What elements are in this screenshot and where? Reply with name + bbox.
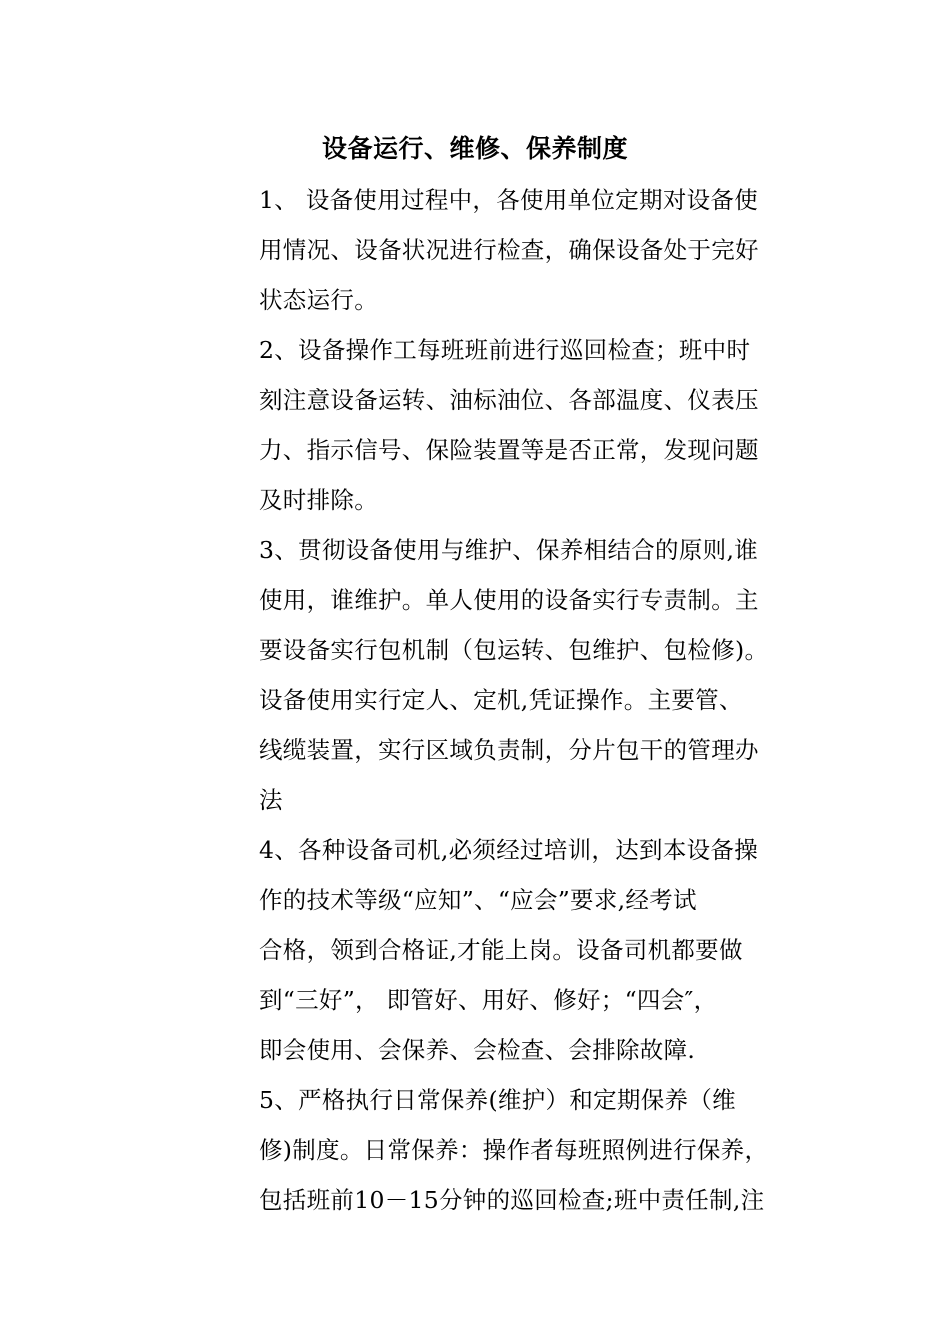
body-line: 设备使用实行定人、定机,凭证操作。主要管、 — [259, 686, 743, 714]
document-title: 设备运行、维修、保养制度 — [322, 134, 629, 163]
body-line: 作的技术等级“应知”、“应会”要求,经考试 — [259, 886, 697, 914]
body-line: 力、指示信号、保险装置等是否正常，发现问题 — [259, 436, 759, 464]
body-line: 修)制度。日常保养：操作者每班照例进行保养， — [259, 1136, 769, 1164]
body-line: 3、贯彻设备使用与维护、保养相结合的原则,谁 — [259, 536, 759, 564]
body-line: 包括班前10－15分钟的巡回检查;班中责任制,注 — [259, 1186, 765, 1214]
body-line: 线缆装置，实行区域负责制，分片包干的管理办 — [259, 736, 759, 764]
body-line: 要设备实行包机制（包运转、包维护、包检修)。 — [259, 636, 769, 664]
body-line: 法 — [259, 786, 283, 814]
body-line: 到“三好”， 即管好、用好、修好；“四会″， — [259, 986, 718, 1014]
document-body — [259, 180, 819, 1230]
body-line: 合格，领到合格证,才能上岗。设备司机都要做 — [259, 936, 743, 964]
body-line: 5、严格执行日常保养(维护）和定期保养（维 — [259, 1086, 736, 1114]
body-line: 4、各种设备司机,必须经过培训，达到本设备操 — [259, 836, 759, 864]
body-line: 使用，谁维护。单人使用的设备实行专责制。主 — [259, 586, 759, 614]
body-line: 用情况、设备状况进行检查，确保设备处于完好 — [259, 236, 759, 264]
body-line: 刻注意设备运转、油标油位、各部温度、仪表压 — [259, 386, 759, 414]
body-line: 即会使用、会保养、会检查、会排除故障. — [259, 1036, 696, 1064]
body-line: 2、设备操作工每班班前进行巡回检查；班中时 — [259, 336, 751, 364]
body-line: 状态运行。 — [259, 286, 378, 314]
body-line: 及时排除。 — [259, 486, 378, 514]
body-line: 1、 设备使用过程中，各使用单位定期对设备使 — [259, 186, 759, 214]
